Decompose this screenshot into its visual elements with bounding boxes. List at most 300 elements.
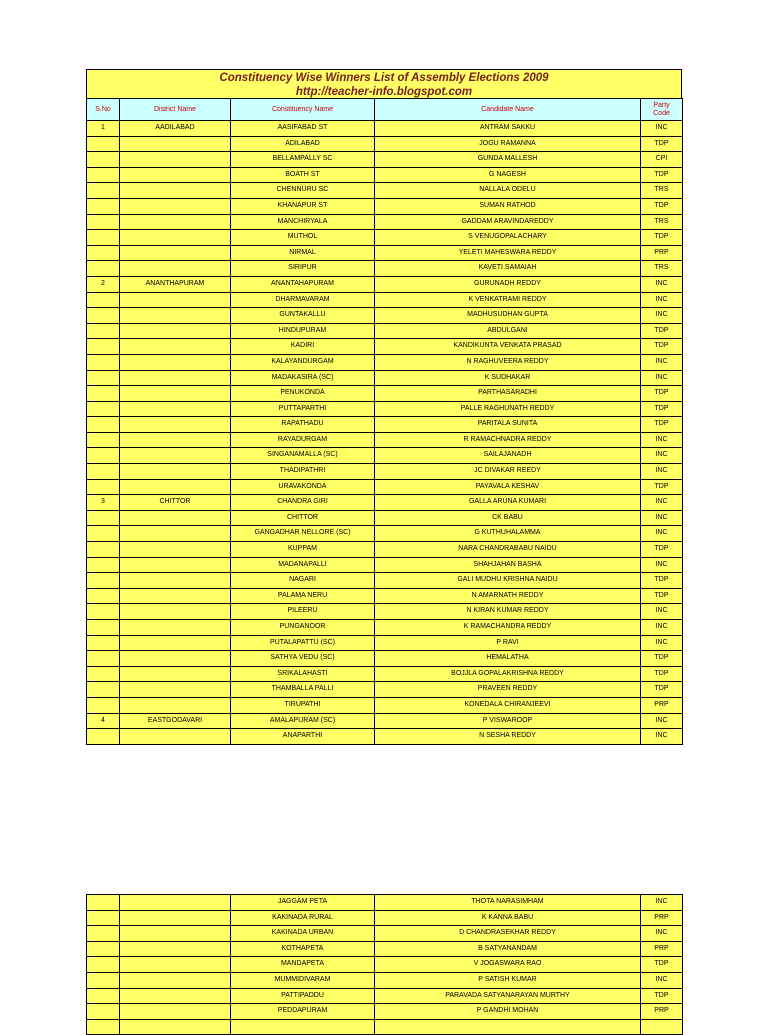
cell-sno — [87, 895, 120, 911]
cell-party: TDP — [641, 136, 683, 152]
table-row — [87, 988, 683, 1004]
cell-sno — [87, 245, 120, 261]
cell-party: TDP — [641, 957, 683, 973]
cell-party: INC — [641, 557, 683, 573]
cell-candidate: YELETI MAHESWARA REDDY — [375, 245, 641, 261]
cell-candidate: GURUNADH REDDY — [375, 276, 641, 292]
cell-party: INC — [641, 972, 683, 988]
cell-constituency: SATHYA VEDU (SC) — [231, 651, 375, 667]
cell-district — [120, 941, 231, 957]
cell-constituency: BOATH ST — [231, 167, 375, 183]
cell-candidate: G NAGESH — [375, 167, 641, 183]
cell-sno — [87, 214, 120, 230]
cell-sno — [87, 448, 120, 464]
cell-candidate: K RAMACHANDRA REDDY — [375, 620, 641, 636]
cell-constituency: KADIRI — [231, 339, 375, 355]
header-sno: S.No — [87, 99, 120, 121]
cell-district: EASTGODAVARI — [120, 713, 231, 729]
cell-party: TDP — [641, 323, 683, 339]
cell-sno — [87, 432, 120, 448]
cell-district — [120, 635, 231, 651]
cell-district — [120, 354, 231, 370]
cell-constituency: MADAKASIRA (SC) — [231, 370, 375, 386]
cell-candidate: N SESHA REDDY — [375, 729, 641, 745]
cell-constituency: GANGADHAR NELLORE (SC) — [231, 526, 375, 542]
cell-district — [120, 370, 231, 386]
cell-constituency — [231, 1019, 375, 1035]
cell-candidate: PRAVEEN REDDY — [375, 682, 641, 698]
cell-district — [120, 323, 231, 339]
cell-sno — [87, 957, 120, 973]
cell-candidate: GALI MUDHU KRISHNA NAIDU — [375, 573, 641, 589]
cell-sno — [87, 167, 120, 183]
table-row — [87, 651, 683, 667]
cell-district — [120, 557, 231, 573]
cell-candidate: N KIRAN KUMAR REDDY — [375, 604, 641, 620]
cell-candidate: PALLE RAGHUNATH REDDY — [375, 401, 641, 417]
table-row — [87, 152, 683, 168]
cell-candidate: ANTRAM SAKKU — [375, 121, 641, 137]
cell-party: INC — [641, 526, 683, 542]
cell-candidate — [375, 1019, 641, 1035]
sheet-title: Constituency Wise Winners List of Assembly Elections 2009 — [219, 72, 549, 84]
cell-district — [120, 464, 231, 480]
cell-party: TRS — [641, 183, 683, 199]
cell-sno: 2 — [87, 276, 120, 292]
cell-district — [120, 198, 231, 214]
cell-constituency: CHENNURU SC — [231, 183, 375, 199]
cell-candidate: GADDAM ARAVINDAREDDY — [375, 214, 641, 230]
cell-constituency: BELLAMPALLY SC — [231, 152, 375, 168]
cell-constituency: PEDDAPURAM — [231, 1004, 375, 1020]
cell-sno — [87, 198, 120, 214]
winners-table — [86, 98, 683, 745]
cell-constituency: KALAYANDURGAM — [231, 354, 375, 370]
table-row — [87, 542, 683, 558]
cell-party: TDP — [641, 682, 683, 698]
cell-district — [120, 988, 231, 1004]
cell-sno — [87, 926, 120, 942]
cell-sno — [87, 136, 120, 152]
cell-district — [120, 136, 231, 152]
cell-party: TDP — [641, 479, 683, 495]
table-row — [87, 448, 683, 464]
cell-party: PRP — [641, 910, 683, 926]
cell-sno — [87, 651, 120, 667]
cell-candidate: JC DIVAKAR REEDY — [375, 464, 641, 480]
cell-candidate: P VISWAROOP — [375, 713, 641, 729]
cell-sno — [87, 542, 120, 558]
cell-sno — [87, 292, 120, 308]
table-row — [87, 910, 683, 926]
table-row — [87, 245, 683, 261]
cell-candidate: K VENKATRAMI REDDY — [375, 292, 641, 308]
cell-candidate: PARITALA SUNITA — [375, 417, 641, 433]
cell-candidate: GUNDA MALLESH — [375, 152, 641, 168]
cell-district — [120, 620, 231, 636]
cell-district — [120, 542, 231, 558]
cell-district — [120, 152, 231, 168]
cell-district — [120, 479, 231, 495]
cell-sno: 4 — [87, 713, 120, 729]
cell-district — [120, 261, 231, 277]
table-row — [87, 1019, 683, 1035]
cell-district — [120, 432, 231, 448]
cell-candidate: PAYAVALA KESHAV — [375, 479, 641, 495]
table-row — [87, 895, 683, 911]
cell-constituency: KAKINADA RURAL — [231, 910, 375, 926]
cell-sno — [87, 417, 120, 433]
table-row — [87, 230, 683, 246]
table-row — [87, 926, 683, 942]
cell-party: TDP — [641, 666, 683, 682]
cell-constituency: KUPPAM — [231, 542, 375, 558]
cell-district — [120, 339, 231, 355]
cell-party: PRP — [641, 245, 683, 261]
cell-district — [120, 292, 231, 308]
cell-party: TDP — [641, 988, 683, 1004]
cell-candidate: SUMAN RATHOD — [375, 198, 641, 214]
cell-constituency: PENUKONDA — [231, 386, 375, 402]
cell-district — [120, 588, 231, 604]
cell-candidate: SHAHJAHAN BASHA — [375, 557, 641, 573]
cell-party: INC — [641, 354, 683, 370]
cell-constituency: HINDUPURAM — [231, 323, 375, 339]
cell-party: TDP — [641, 417, 683, 433]
cell-sno — [87, 682, 120, 698]
table-row — [87, 479, 683, 495]
cell-candidate: V JOGASWARA RAO — [375, 957, 641, 973]
cell-sno — [87, 1004, 120, 1020]
table-row — [87, 401, 683, 417]
cell-sno — [87, 557, 120, 573]
cell-candidate: PARTHASARADHI — [375, 386, 641, 402]
cell-party: INC — [641, 495, 683, 511]
cell-party: PRP — [641, 941, 683, 957]
cell-district — [120, 1019, 231, 1035]
cell-constituency: MANDAPETA — [231, 957, 375, 973]
cell-candidate: BOJJLA GOPALAKRISHNA REDDY — [375, 666, 641, 682]
cell-candidate: ABDULGANI — [375, 323, 641, 339]
cell-sno — [87, 620, 120, 636]
cell-sno — [87, 386, 120, 402]
cell-candidate: KONEDALA CHIRANJEEVI — [375, 697, 641, 713]
cell-candidate: KANDIKUNTA VENKATA PRASAD — [375, 339, 641, 355]
cell-constituency: THAMBALLA PALLI — [231, 682, 375, 698]
cell-constituency: PILEERU — [231, 604, 375, 620]
cell-constituency: PUTALAPATTU (SC) — [231, 635, 375, 651]
cell-party: TDP — [641, 339, 683, 355]
table-row — [87, 573, 683, 589]
cell-party: INC — [641, 895, 683, 911]
cell-district — [120, 604, 231, 620]
cell-sno: 1 — [87, 121, 120, 137]
cell-party: CPI — [641, 152, 683, 168]
cell-party: TDP — [641, 230, 683, 246]
cell-sno — [87, 1019, 120, 1035]
table-body-continued — [87, 895, 683, 1035]
cell-party: TDP — [641, 542, 683, 558]
cell-party: INC — [641, 510, 683, 526]
table-row — [87, 697, 683, 713]
table-row — [87, 261, 683, 277]
cell-constituency: NIRMAL — [231, 245, 375, 261]
cell-district — [120, 417, 231, 433]
cell-sno — [87, 323, 120, 339]
cell-sno — [87, 152, 120, 168]
table-row — [87, 1004, 683, 1020]
cell-district: CHITTOR — [120, 495, 231, 511]
header-candidate: Candidate Name — [375, 99, 641, 121]
cell-constituency: KHANAPUR ST — [231, 198, 375, 214]
table-row — [87, 510, 683, 526]
cell-constituency: ANANTAHAPURAM — [231, 276, 375, 292]
cell-district — [120, 682, 231, 698]
cell-district — [120, 308, 231, 324]
cell-candidate: MADHUSUDHAN GUPTA — [375, 308, 641, 324]
cell-constituency: MUMMIDIVARAM — [231, 972, 375, 988]
cell-candidate: P RAVI — [375, 635, 641, 651]
cell-district — [120, 651, 231, 667]
cell-constituency: MADANAPALLI — [231, 557, 375, 573]
cell-party: TDP — [641, 588, 683, 604]
cell-sno — [87, 370, 120, 386]
cell-constituency: KAKINADA URBAN — [231, 926, 375, 942]
cell-sno — [87, 526, 120, 542]
results-sheet-page-2 — [86, 894, 682, 1035]
cell-constituency: RAYADURGAM — [231, 432, 375, 448]
cell-party: TDP — [641, 573, 683, 589]
cell-candidate: R RAMACHNADRA REDDY — [375, 432, 641, 448]
cell-constituency: MANCHIRYALA — [231, 214, 375, 230]
cell-party: INC — [641, 276, 683, 292]
cell-district — [120, 926, 231, 942]
table-row — [87, 620, 683, 636]
cell-constituency: PALAMA NERU — [231, 588, 375, 604]
cell-constituency: SIRIPUR — [231, 261, 375, 277]
cell-candidate: CK BABU — [375, 510, 641, 526]
cell-candidate: P SATISH KUMAR — [375, 972, 641, 988]
table-row — [87, 526, 683, 542]
cell-party: INC — [641, 604, 683, 620]
cell-district — [120, 167, 231, 183]
cell-candidate: D CHANDRASEKHAR REDDY — [375, 926, 641, 942]
cell-candidate: N AMARNATH REDDY — [375, 588, 641, 604]
cell-constituency: CHANDRA GIRI — [231, 495, 375, 511]
table-row — [87, 495, 683, 511]
cell-party: INC — [641, 620, 683, 636]
cell-sno: 3 — [87, 495, 120, 511]
cell-party: TDP — [641, 167, 683, 183]
table-row — [87, 136, 683, 152]
cell-sno — [87, 510, 120, 526]
cell-district — [120, 697, 231, 713]
cell-sno — [87, 729, 120, 745]
cell-candidate: JOGU RAMANNA — [375, 136, 641, 152]
cell-sno — [87, 573, 120, 589]
cell-candidate: K KANNA BABU — [375, 910, 641, 926]
table-row — [87, 682, 683, 698]
cell-candidate: PARAVADA SATYANARAYAN MURTHY — [375, 988, 641, 1004]
cell-district — [120, 401, 231, 417]
cell-party: TDP — [641, 386, 683, 402]
results-sheet-page-1 — [86, 69, 682, 745]
cell-party: INC — [641, 121, 683, 137]
cell-district: AADILABAD — [120, 121, 231, 137]
table-row — [87, 323, 683, 339]
table-row — [87, 308, 683, 324]
sheet-title-block — [86, 69, 682, 98]
cell-party: INC — [641, 292, 683, 308]
table-row — [87, 941, 683, 957]
cell-district: ANANTHAPURAM — [120, 276, 231, 292]
cell-party: INC — [641, 370, 683, 386]
cell-constituency: DHARMAVARAM — [231, 292, 375, 308]
table-row — [87, 167, 683, 183]
table-row — [87, 370, 683, 386]
cell-constituency: TIRUPATHI — [231, 697, 375, 713]
cell-constituency: GUNTAKALLU — [231, 308, 375, 324]
cell-constituency: SINGANAMALLA (SC) — [231, 448, 375, 464]
cell-sno — [87, 230, 120, 246]
sheet-subtitle-link[interactable]: http://teacher-info.blogspot.com — [295, 86, 473, 98]
header-party: Party Code — [641, 99, 683, 121]
table-body — [87, 121, 683, 745]
cell-party: INC — [641, 464, 683, 480]
cell-candidate: NARA CHANDRABABU NAIDU — [375, 542, 641, 558]
cell-constituency: NAGARI — [231, 573, 375, 589]
cell-party — [641, 1019, 683, 1035]
cell-constituency: ADILABAD — [231, 136, 375, 152]
table-row — [87, 292, 683, 308]
cell-district — [120, 895, 231, 911]
cell-party: INC — [641, 308, 683, 324]
cell-district — [120, 448, 231, 464]
cell-constituency: KOTHAPETA — [231, 941, 375, 957]
cell-party: TRS — [641, 261, 683, 277]
cell-sno — [87, 697, 120, 713]
cell-constituency: JAGGAM PETA — [231, 895, 375, 911]
cell-party: INC — [641, 432, 683, 448]
cell-constituency: PUNGANOOR — [231, 620, 375, 636]
cell-sno — [87, 604, 120, 620]
cell-candidate: G KUTHUHALAMMA — [375, 526, 641, 542]
table-row — [87, 604, 683, 620]
table-row — [87, 354, 683, 370]
cell-district — [120, 573, 231, 589]
cell-sno — [87, 479, 120, 495]
table-row — [87, 121, 683, 137]
cell-constituency: CHITTOR — [231, 510, 375, 526]
cell-sno — [87, 910, 120, 926]
table-row — [87, 557, 683, 573]
cell-district — [120, 1004, 231, 1020]
winners-table-continued — [86, 894, 683, 1035]
cell-constituency: URAVAKONDA — [231, 479, 375, 495]
table-header-row — [87, 99, 683, 121]
cell-sno — [87, 339, 120, 355]
cell-sno — [87, 972, 120, 988]
cell-party: INC — [641, 713, 683, 729]
cell-constituency: MUTHOL — [231, 230, 375, 246]
cell-candidate: P GANDHI MOHAN — [375, 1004, 641, 1020]
cell-constituency: SRIKALAHASTI — [231, 666, 375, 682]
table-row — [87, 729, 683, 745]
table-row — [87, 417, 683, 433]
cell-district — [120, 526, 231, 542]
cell-candidate: B SATYANANDAM — [375, 941, 641, 957]
cell-candidate: S VENUGOPALACHARY — [375, 230, 641, 246]
cell-constituency: ANAPARTHI — [231, 729, 375, 745]
table-row — [87, 588, 683, 604]
cell-constituency: PUTTAPARTHI — [231, 401, 375, 417]
table-row — [87, 214, 683, 230]
cell-party: INC — [641, 729, 683, 745]
cell-sno — [87, 635, 120, 651]
table-row — [87, 713, 683, 729]
cell-party: TDP — [641, 401, 683, 417]
cell-party: INC — [641, 926, 683, 942]
cell-candidate: HEMALATHA — [375, 651, 641, 667]
cell-candidate: THOTA NARASIMHAM — [375, 895, 641, 911]
table-row — [87, 198, 683, 214]
cell-sno — [87, 354, 120, 370]
cell-sno — [87, 588, 120, 604]
header-district: District Name — [120, 99, 231, 121]
header-constituency: Constituency Name — [231, 99, 375, 121]
cell-sno — [87, 941, 120, 957]
cell-district — [120, 230, 231, 246]
cell-district — [120, 666, 231, 682]
cell-district — [120, 729, 231, 745]
cell-party: TDP — [641, 198, 683, 214]
table-row — [87, 276, 683, 292]
table-row — [87, 957, 683, 973]
cell-candidate: N RAGHUVEERA REDDY — [375, 354, 641, 370]
cell-sno — [87, 261, 120, 277]
cell-district — [120, 183, 231, 199]
cell-party: PRP — [641, 697, 683, 713]
cell-party: INC — [641, 448, 683, 464]
table-row — [87, 635, 683, 651]
cell-party: TDP — [641, 651, 683, 667]
cell-sno — [87, 308, 120, 324]
cell-constituency: AMALAPURAM (SC) — [231, 713, 375, 729]
cell-sno — [87, 464, 120, 480]
cell-district — [120, 910, 231, 926]
cell-party: TRS — [641, 214, 683, 230]
table-row — [87, 432, 683, 448]
cell-sno — [87, 401, 120, 417]
cell-district — [120, 972, 231, 988]
cell-sno — [87, 666, 120, 682]
cell-sno — [87, 183, 120, 199]
cell-district — [120, 957, 231, 973]
table-row — [87, 972, 683, 988]
table-row — [87, 666, 683, 682]
cell-district — [120, 510, 231, 526]
table-row — [87, 386, 683, 402]
cell-constituency: THADIPATHRI — [231, 464, 375, 480]
cell-candidate: K SUDHAKAR — [375, 370, 641, 386]
cell-sno — [87, 988, 120, 1004]
cell-candidate: KAVETI SAMAIAH — [375, 261, 641, 277]
cell-party: INC — [641, 635, 683, 651]
table-row — [87, 464, 683, 480]
cell-candidate: NALLALA ODELU — [375, 183, 641, 199]
cell-party: PRP — [641, 1004, 683, 1020]
cell-constituency: RAPATHADU — [231, 417, 375, 433]
